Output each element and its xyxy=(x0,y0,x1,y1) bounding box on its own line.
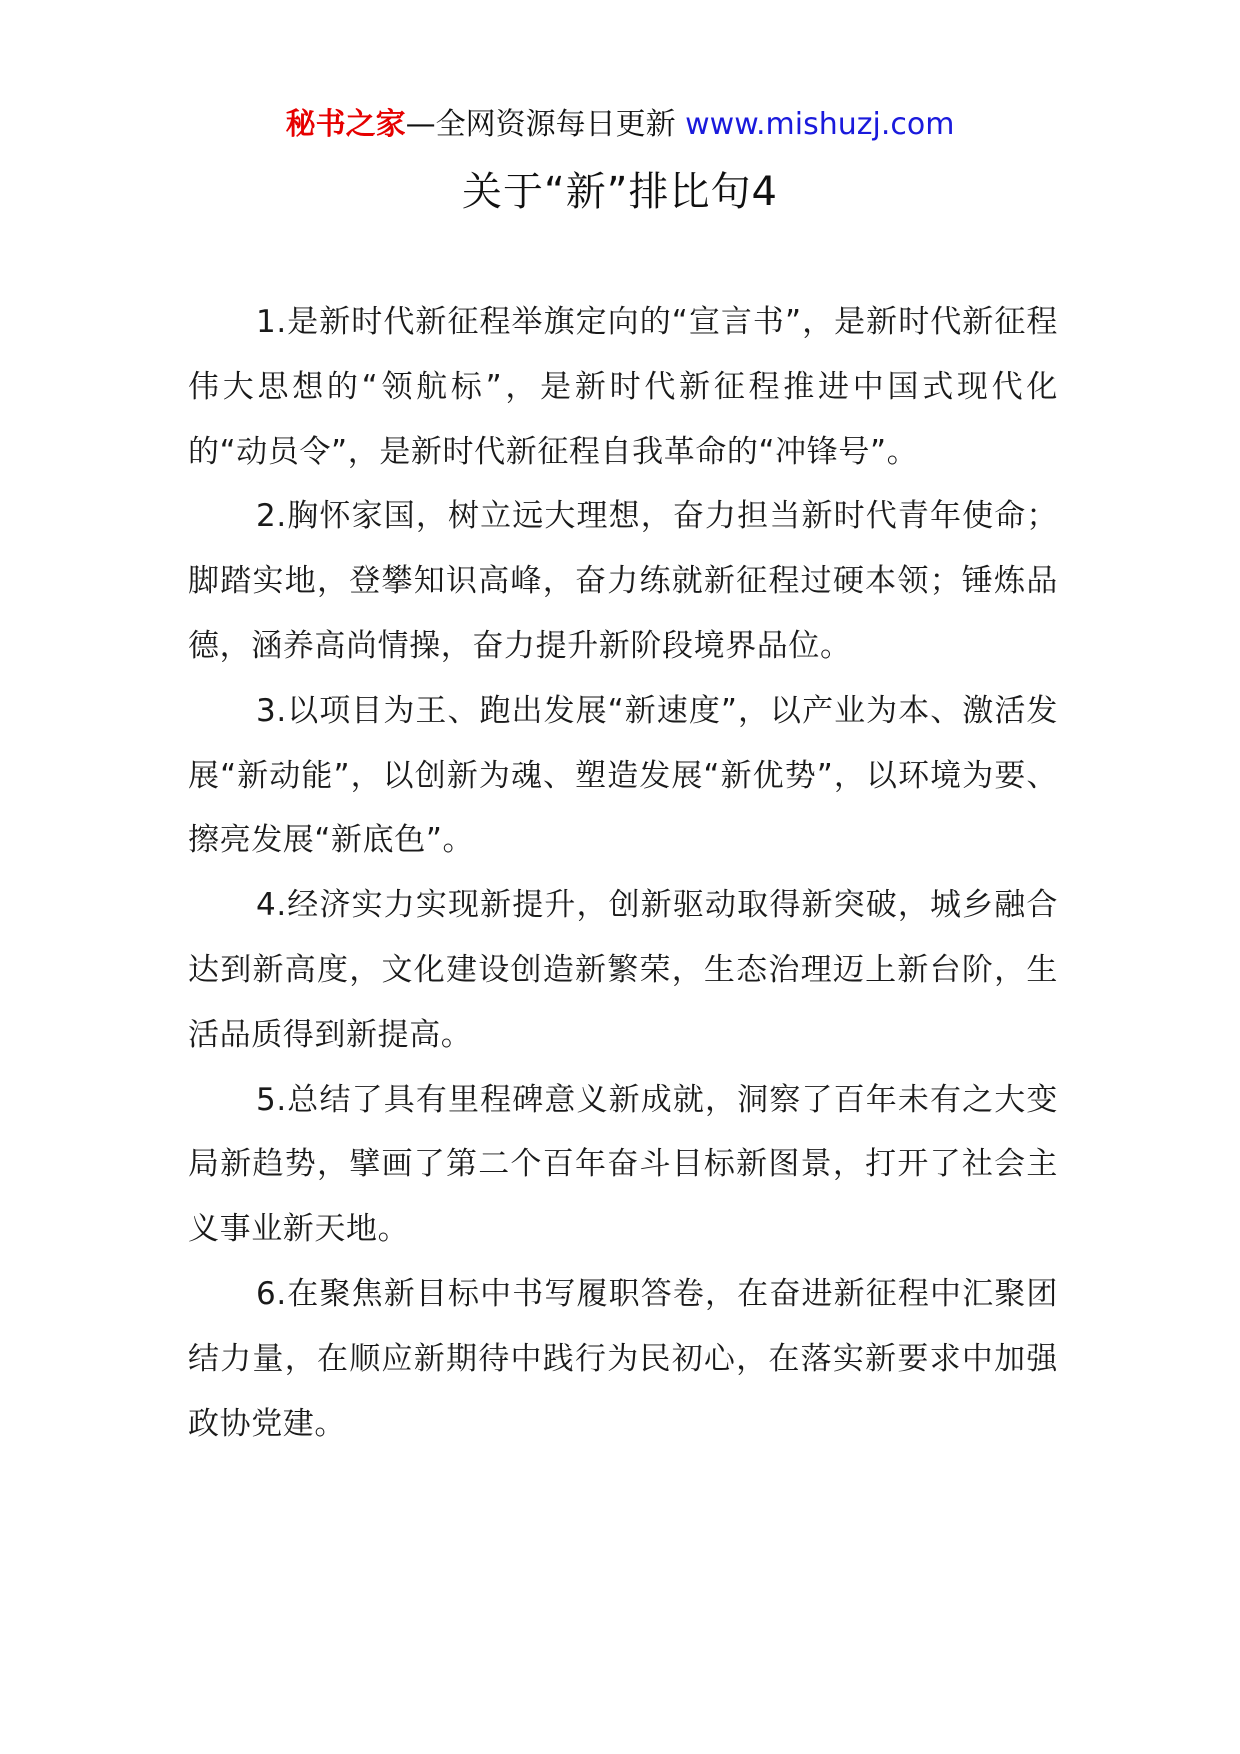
paragraph-6: 6.在聚焦新目标中书写履职答卷，在奋进新征程中汇聚团结力量，在顺应新期待中践行为民初心，在落实新要求中加强政协党建。 xyxy=(188,1275,1058,1442)
paragraph-2: 2.胸怀家国，树立远大理想，奋力担当新时代青年使命；脚踏实地，登攀知识高峰，奋力练就新征程过硬本领；锤炼品德，涵养高尚情操，奋力提升新阶段境界品位。 xyxy=(188,498,1058,664)
document-title: 关于“新”排比句4 xyxy=(462,169,778,215)
paragraph-3: 3.以项目为王、跑出发展“新速度”，以产业为本、激活发展“新动能”，以创新为魂、塑造发展“新优势”，以环境为要、擦亮发展“新底色”。 xyxy=(188,692,1058,859)
paragraph-4: 4.经济实力实现新提升，创新驱动取得新突破，城乡融合达到新高度，文化建设创造新繁荣，生态治理迈上新台阶，生活品质得到新提高。 xyxy=(188,887,1058,1053)
paragraph-1: 1.是新时代新征程举旗定向的“宣言书”，是新时代新征程伟大思想的“领航标”，是新时代新征程推进中国式现代化的“动员令”，是新时代新征程自我革命的“冲锋号”。 xyxy=(188,304,1058,470)
brand-name: 秘书之家 xyxy=(285,107,406,142)
header-tagline: —全网资源每日更新 xyxy=(405,107,676,142)
site-header xyxy=(0,100,1240,150)
site-url-link[interactable]: www.mishuzj.com xyxy=(685,107,955,142)
document-body xyxy=(188,290,1058,1456)
paragraph-5: 5.总结了具有里程碑意义新成就，洞察了百年未有之大变局新趋势，擘画了第二个百年奋斗目标新图景，打开了社会主义事业新天地。 xyxy=(188,1081,1058,1248)
